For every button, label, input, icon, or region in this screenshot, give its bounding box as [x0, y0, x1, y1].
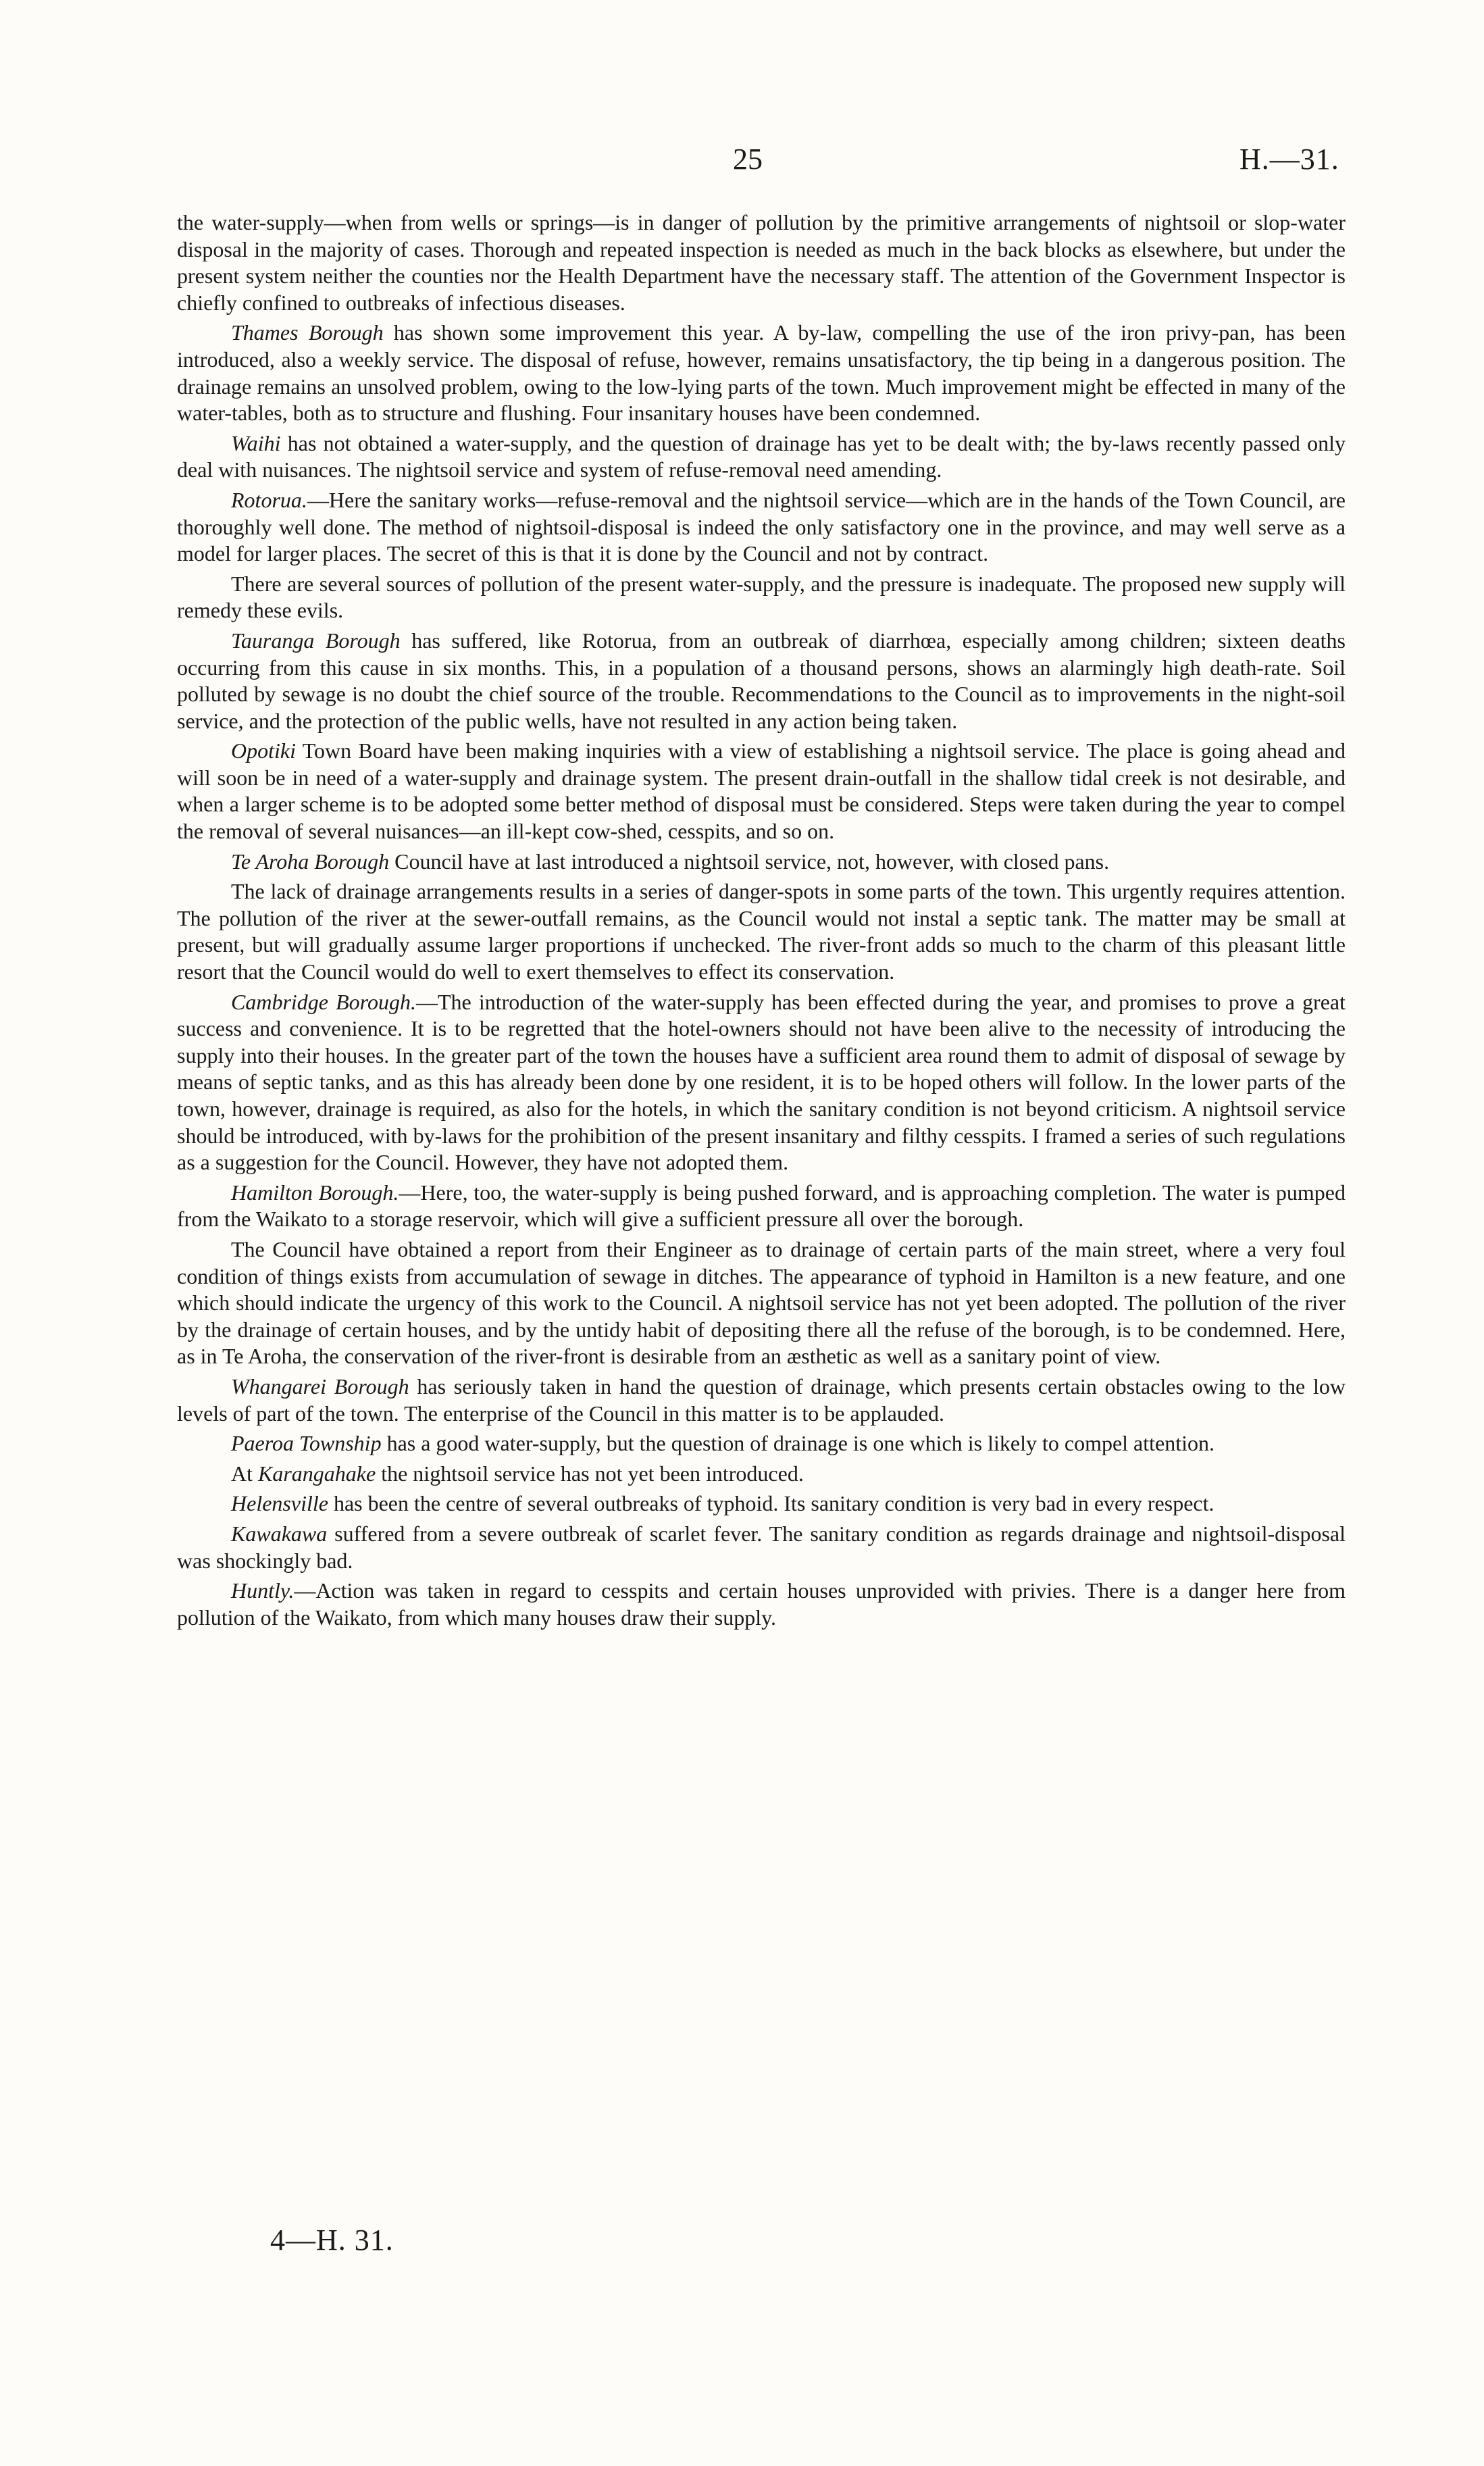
- paragraph-hamilton: Hamilton Borough.—Here, too, the water-supply is being pushed forward, and is approaching completion. The water is pumped from the Waikato to a storage reservoir, which will give a sufficient pressure all over the borough.: [177, 1180, 1346, 1232]
- paragraph-rotorua: Rotorua.—Here the sanitary works—refuse-removal and the nightsoil service—which are in the hands of the Town Council, are thoroughly well done. The method of nightsoil-disposal is indeed the only satisfactory one in the province, and may well serve as a model for larger places. The secret of this is that it is done by the Council and not by contract.: [177, 487, 1346, 566]
- document-body: [177, 209, 1346, 1634]
- paragraph-rotorua-supply: There are several sources of pollution of the present water-supply, and the pressure is inadequate. The proposed new supply will remedy these evils.: [177, 571, 1346, 623]
- paragraph-te-aroha: Te Aroha Borough Council have at last introduced a nightsoil service, not, however, with closed pans.: [231, 849, 1110, 874]
- place-name: Waihi: [231, 430, 281, 455]
- place-name: Karangahake: [258, 1461, 376, 1486]
- paragraph-karangahake: At Karangahake the nightsoil service has not yet been introduced.: [231, 1461, 804, 1486]
- paragraph-thames: Thames Borough has shown some improvement this year. A by-law, compelling the use of the iron privy-pan, has been introduced, also a weekly service. The disposal of refuse, however, remains unsatisfactory, the tip being in a dangerous position. The drainage remains an unsolved problem, owing to the low-lying parts of the town. Much improvement might be effected in many of the water-tables, both as to structure and flushing. Four insanitary houses have been condemned.: [177, 320, 1346, 426]
- document-reference: H.—31.: [1239, 143, 1339, 176]
- paragraph-huntly: Huntly.—Action was taken in regard to cesspits and certain houses unprovided with privies. There is a danger here from pollution of the Waikato, from which many houses draw their supply.: [177, 1578, 1346, 1630]
- place-name: Paeroa Township: [231, 1431, 382, 1456]
- place-name: Helensville: [231, 1491, 328, 1516]
- place-name: Opotiki: [231, 738, 296, 763]
- paragraph-tauranga: Tauranga Borough has suffered, like Rotorua, from an outbreak of diarrhœa, especially among children; sixteen deaths occurring from this cause in six months. This, in a population of a thousand persons, shows an alarmingly high death-rate. Soil polluted by sewage is no doubt the chief source of the trouble. Recommendations to the Council as to improvements in the night-soil service, and the protection of the public wells, have not resulted in any action being taken.: [177, 628, 1346, 733]
- place-name: Hamilton Borough.: [231, 1180, 399, 1205]
- page-number: 25: [733, 143, 763, 176]
- place-name: Whangarei Borough: [231, 1374, 409, 1399]
- page-header: [0, 142, 1484, 182]
- place-name: Thames Borough: [231, 320, 384, 345]
- place-name: Huntly.: [231, 1578, 295, 1603]
- signature-mark: 4—H. 31.: [270, 2223, 394, 2257]
- place-name: Rotorua.: [231, 487, 307, 512]
- paragraph-hamilton-drainage: The Council have obtained a report from their Engineer as to drainage of certain parts of the main street, where a very foul condition of things exists from accumulation of sewage in ditches. The appearance of typhoid in Hamilton is a new feature, and one which should indicate the urgency of this work to the Council. A nightsoil service has not yet been adopted. The pollution of the river by the drainage of certain houses, and by the untidy habit of depositing there all the refuse of the borough, is to be condemned. Here, as in Te Aroha, the conservation of the river-front is desirable from an æsthetic as well as a sanitary point of view.: [177, 1236, 1346, 1369]
- place-name: Kawakawa: [231, 1521, 328, 1546]
- paragraph-opotiki: Opotiki Town Board have been making inquiries with a view of establishing a nightsoil service. The place is going ahead and will soon be in need of a water-supply and drainage system. The present drain-outfall in the shallow tidal creek is not desirable, and when a larger scheme is to be adopted some better method of disposal must be considered. Steps were taken during the year to compel the removal of several nuisances—an ill-kept cow-shed, cesspits, and so on.: [177, 738, 1346, 844]
- place-name: Te Aroha Borough: [231, 849, 390, 874]
- paragraph-te-aroha-drainage: The lack of drainage arrangements results in a series of danger-spots in some parts of the town. This urgently requires attention. The pollution of the river at the sewer-outfall remains, as the Council would not instal a septic tank. The matter may be small at present, but will gradually assume larger proportions if unchecked. The river-front adds so much to the charm of this pleasant little resort that the Council would do well to exert themselves to effect its conservation.: [177, 879, 1346, 984]
- paragraph-waihi: Waihi has not obtained a water-supply, and the question of drainage has yet to be dealt with; the by-laws recently passed only deal with nuisances. The nightsoil service and system of refuse-removal need amending.: [177, 430, 1346, 482]
- place-name: Tauranga Borough: [231, 628, 401, 653]
- place-name: Cambridge Borough.: [231, 989, 416, 1014]
- paragraph-helensville: Helensville has been the centre of several outbreaks of typhoid. Its sanitary condition is very bad in every respect.: [231, 1491, 1214, 1516]
- paragraph-kawakawa: Kawakawa suffered from a severe outbreak of scarlet fever. The sanitary condition as regards drainage and nightsoil-disposal was shockingly bad.: [177, 1521, 1346, 1573]
- paragraph-paeroa: Paeroa Township has a good water-supply, but the question of drainage is one which is likely to compel attention.: [231, 1431, 1215, 1456]
- paragraph-whangarei: Whangarei Borough has seriously taken in hand the question of drainage, which presents certain obstacles owing to the low levels of part of the town. The enterprise of the Council in this matter is to be applauded.: [177, 1374, 1346, 1426]
- paragraph-cambridge: Cambridge Borough.—The introduction of the water-supply has been effected during the year, and promises to prove a great success and convenience. It is to be regretted that the hotel-owners should not have been alive to the necessity of introducing the supply into their houses. In the greater part of the town the houses have a sufficient area round them to admit of disposal of sewage by means of septic tanks, and as this has already been done by one resident, it is to be hoped others will follow. In the lower parts of the town, however, drainage is required, as also for the hotels, in which the sanitary condition is not beyond criticism. A nightsoil service should be introduced, with by-laws for the prohibition of the present insanitary and filthy cesspits. I framed a series of such regulations as a suggestion for the Council. However, they have not adopted them.: [177, 989, 1346, 1175]
- paragraph-1: the water-supply—when from wells or springs—is in danger of pollution by the primitive arrangements of nightsoil or slop-water disposal in the majority of cases. Thorough and repeated inspection is needed as much in the back blocks as elsewhere, but under the present system neither the counties nor the Health Department have the necessary staff. The attention of the Government Inspector is chiefly confined to outbreaks of infectious diseases.: [177, 210, 1346, 315]
